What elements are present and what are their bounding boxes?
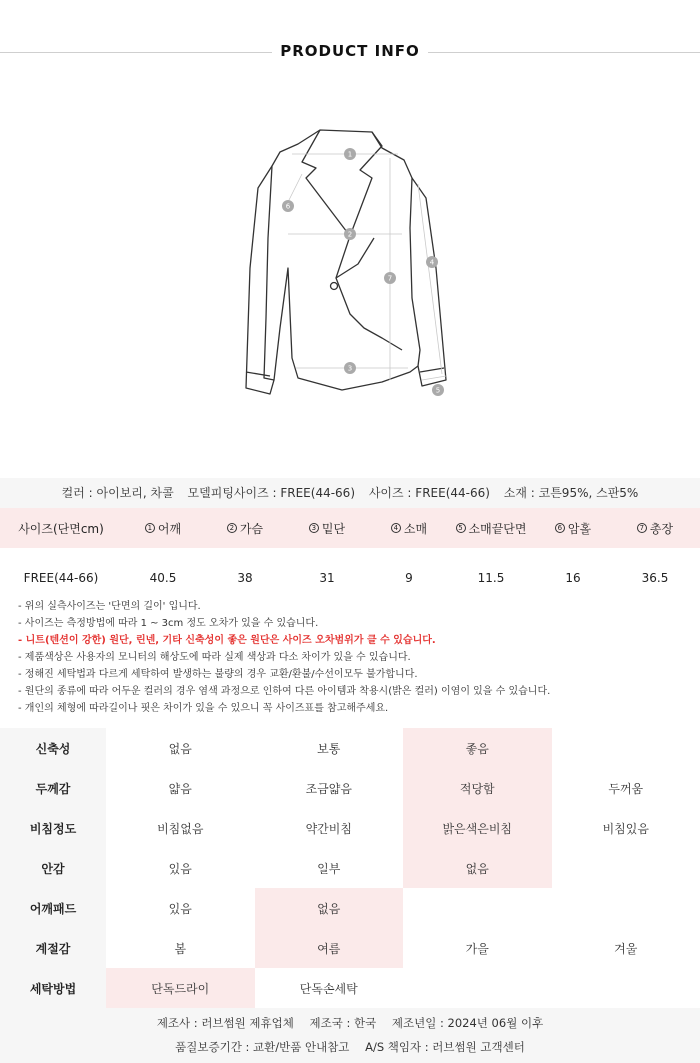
property-option: 약간비침 [305,821,352,836]
number-icon: 6 [555,523,565,533]
section-header [0,36,700,68]
section-title: PRODUCT INFO [280,42,420,60]
header-divider-left [0,52,272,53]
size-header-label: 사이즈(단면cm) [18,521,104,536]
property-option-selected: 여름 [255,928,404,968]
marker-4: 4 [429,258,435,267]
property-label: 어깨패드 [0,888,106,928]
number-icon: 7 [637,523,647,533]
number-icon: 1 [145,523,155,533]
note-item: - 정해진 세탁법과 다르게 세탁하여 발생하는 불량의 경우 교환/환불/수선이모두 불가합니다. [18,669,418,680]
property-option-selected: 없음 [255,888,404,928]
size-col-sleeve [368,508,450,548]
size-value: 38 [237,571,253,585]
property-option-selected: 밝은색은비침 [403,808,552,848]
property-option: 두꺼움 [608,781,644,796]
note-item: - 원단의 종류에 따라 어두운 컬러의 경우 염색 과정으로 인하여 다른 아이템과 착용시(밝은 컬러) 이염이 있을 수 있습니다. [18,686,551,697]
size-info: 사이즈 : FREE(44-66) [368,486,490,500]
property-option: 보통 [317,741,341,756]
size-col-cuff [450,508,532,548]
date-info: 제조년일 : 2024년 06월 이후 [391,1016,544,1030]
property-option: 비침없음 [157,821,204,836]
property-option: 얇음 [168,781,192,796]
property-option: 일부 [317,861,341,876]
property-option: 겨울 [614,941,638,956]
property-option-selected: 없음 [403,848,552,888]
as-info: A/S 책임자 : 러브썸원 고객센터 [365,1040,525,1054]
property-label: 신축성 [0,728,106,768]
property-row [0,808,700,848]
size-table-header [0,508,700,548]
property-row [0,768,700,808]
size-col-chest [204,508,286,548]
number-icon: 3 [309,523,319,533]
note-item: - 위의 실측사이즈는 '단면의 길이' 입니다. [18,601,201,612]
marker-7: 7 [387,274,393,283]
country-info: 제조국 : 한국 [309,1016,377,1030]
property-label: 세탁방법 [0,968,106,1008]
note-item: - 사이즈는 측정방법에 따라 1 ~ 3cm 정도 오차가 있을 수 있습니다. [18,618,319,629]
header-divider-right [428,52,700,53]
property-option: 있음 [168,901,192,916]
property-table [0,728,700,1008]
size-col-label: 가슴 [239,521,264,536]
size-value: 40.5 [149,571,177,585]
property-option-selected: 단독드라이 [106,968,255,1008]
property-option: 있음 [168,861,192,876]
note-item: - 제품색상은 사용자의 모니터의 해상도에 따라 실제 색상과 다소 차이가 있을 수 있습니다. [18,652,411,663]
property-option: 없음 [168,741,192,756]
size-value: 16 [565,571,581,585]
property-option-selected: 적당함 [403,768,552,808]
marker-6: 6 [285,202,291,211]
property-option [552,728,700,768]
property-row [0,848,700,888]
size-value: 36.5 [641,571,669,585]
marker-1: 1 [347,150,353,159]
material-info: 소재 : 코튼95%, 스판5% [503,486,639,500]
property-row [0,728,700,768]
color-info: 컬러 : 아이보리, 차콜 [61,486,174,500]
size-col-length [614,508,696,548]
note-item-warning: - 니트(텐션이 강한) 원단, 린넨, 기타 신축성이 좋은 원단은 사이즈 오차범위가 클 수 있습니다. [18,635,436,646]
property-row [0,968,700,1008]
property-option [403,888,552,928]
size-table [0,508,700,608]
property-label: 안감 [0,848,106,888]
property-row [0,928,700,968]
property-option [552,888,700,928]
property-label: 두께감 [0,768,106,808]
size-value: 31 [319,571,335,585]
number-icon: 5 [456,523,466,533]
property-option: 비침있음 [602,821,649,836]
size-value: 9 [405,571,413,585]
size-row-label: FREE(44-66) [23,571,99,585]
size-col-label: 소매 [403,521,428,536]
footer-info [0,1008,700,1063]
size-col-label: 밑단 [321,521,346,536]
warranty-info: 품질보증기간 : 교환/반품 안내참고 [175,1040,350,1054]
property-option: 봄 [174,941,187,956]
size-col-label: 암홀 [567,521,592,536]
property-option: 조금얇음 [305,781,352,796]
property-option [552,968,700,1008]
note-item: - 개인의 체형에 따라길이나 핏은 차이가 있을 수 있으니 꼭 사이즈표를 참고해주세요. [18,703,389,714]
number-icon: 2 [227,523,237,533]
property-option [403,968,552,1008]
marker-5: 5 [435,386,441,395]
property-row [0,888,700,928]
property-option [552,848,700,888]
property-label: 계절감 [0,928,106,968]
marker-3: 3 [347,364,353,373]
maker-info: 제조사 : 러브썸원 제휴업체 [156,1016,294,1030]
size-col-shoulder [122,508,204,548]
model-size-info: 모델피팅사이즈 : FREE(44-66) [187,486,356,500]
size-col-label: 총장 [649,521,674,536]
property-option-selected: 좋음 [403,728,552,768]
property-option: 단독손세탁 [299,981,358,996]
size-col-label: 어깨 [157,521,182,536]
size-col-label: 소매끝단면 [468,521,527,536]
size-col-armhole [532,508,614,548]
size-value: 11.5 [477,571,505,585]
property-label: 비침정도 [0,808,106,848]
jacket-illustration [232,118,468,408]
notes-list [18,598,688,717]
property-option: 가을 [465,941,489,956]
size-col-hem [286,508,368,548]
number-icon: 4 [391,523,401,533]
marker-2: 2 [347,230,353,239]
product-summary [0,478,700,508]
